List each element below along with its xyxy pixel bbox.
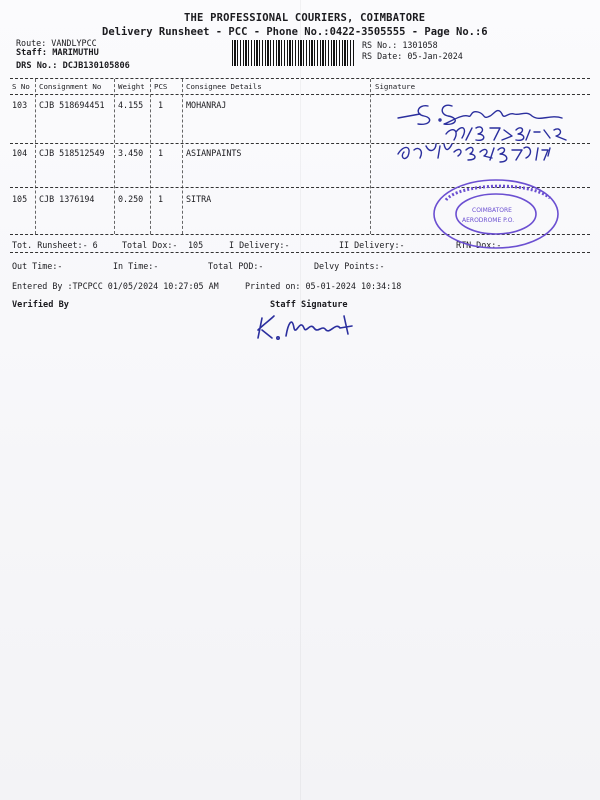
col-separator <box>150 79 151 234</box>
row-sno: 105 <box>12 194 28 204</box>
row-pcs: 1 <box>158 194 164 204</box>
row-pcs: 1 <box>158 148 164 158</box>
col-header-consignee: Consignee Details <box>186 82 262 91</box>
col-header-consignment: Consignment No <box>39 82 102 91</box>
company-title: THE PROFESSIONAL COURIERS, COIMBATORE <box>184 12 426 24</box>
paper-fold-line <box>300 0 301 800</box>
staff-signature-label: Staff Signature <box>270 300 348 310</box>
row-consignment: CJB 518694451 <box>39 100 105 110</box>
total-dox-label: Total Dox:- <box>122 240 178 250</box>
i-delivery: I Delivery:- <box>229 240 290 250</box>
svg-text:AERODROME P.O.: AERODROME P.O. <box>462 217 515 224</box>
col-separator <box>182 79 183 234</box>
ii-delivery: II Delivery:- <box>339 240 405 250</box>
row-weight: 3.450 <box>118 148 144 158</box>
col-header-weight: Weight <box>118 82 145 91</box>
runsheet-subtitle: Delivery Runsheet - PCC - Phone No.:0422-3505555 - Page No.:6 <box>102 26 488 38</box>
in-time: In Time:- <box>113 261 159 271</box>
entered-by: Entered By :TPCPCC 01/05/2024 10:27:05 AM <box>12 281 219 291</box>
route-label: Route: VANDLYPCC <box>16 38 97 48</box>
printed-on: Printed on: 05-01-2024 10:34:18 <box>245 281 402 291</box>
row-consignee: ASIANPAINTS <box>186 148 242 158</box>
rs-number: RS No.: 1301058 <box>362 40 438 50</box>
row-pcs: 1 <box>158 100 164 110</box>
barcode <box>232 40 354 66</box>
row-weight: 4.155 <box>118 100 144 110</box>
total-pod: Total POD:- <box>208 261 264 271</box>
organization-stamp <box>428 176 564 252</box>
col-header-signature: Signature <box>375 82 416 91</box>
rtn-dox: RTN Dox:- <box>456 240 502 250</box>
total-runsheet: Tot. Runsheet:- 6 <box>12 240 98 250</box>
svg-text:COIMBATORE: COIMBATORE <box>472 207 512 214</box>
row-consignment: CJB 518512549 <box>39 148 105 158</box>
col-separator <box>114 79 115 234</box>
drs-number: DRS No.: DCJB130105806 <box>16 61 130 71</box>
col-separator <box>370 79 371 234</box>
row-sno: 104 <box>12 148 28 158</box>
table-top-rule <box>10 78 590 79</box>
rs-date: RS Date: 05-Jan-2024 <box>362 51 463 61</box>
consignee-handwritten-signature <box>390 96 590 186</box>
col-header-sno: S No <box>12 82 30 91</box>
total-dox-value: 105 <box>188 240 204 250</box>
verified-by: Verified By <box>12 300 69 310</box>
row-consignee: MOHANRAJ <box>186 100 227 110</box>
staff-handwritten-signature <box>252 308 362 344</box>
col-separator <box>35 79 36 234</box>
totals-rule <box>10 252 590 253</box>
table-header-rule <box>10 94 590 95</box>
delvy-points: Delvy Points:- <box>314 261 385 271</box>
row-weight: 0.250 <box>118 194 144 204</box>
row-consignee: SITRA <box>186 194 212 204</box>
row-consignment: CJB 1376194 <box>39 194 95 204</box>
out-time: Out Time:- <box>12 261 63 271</box>
row-sno: 103 <box>12 100 28 110</box>
staff-label: Staff: MARIMUTHU <box>16 48 99 58</box>
col-header-pcs: PCS <box>154 82 168 91</box>
